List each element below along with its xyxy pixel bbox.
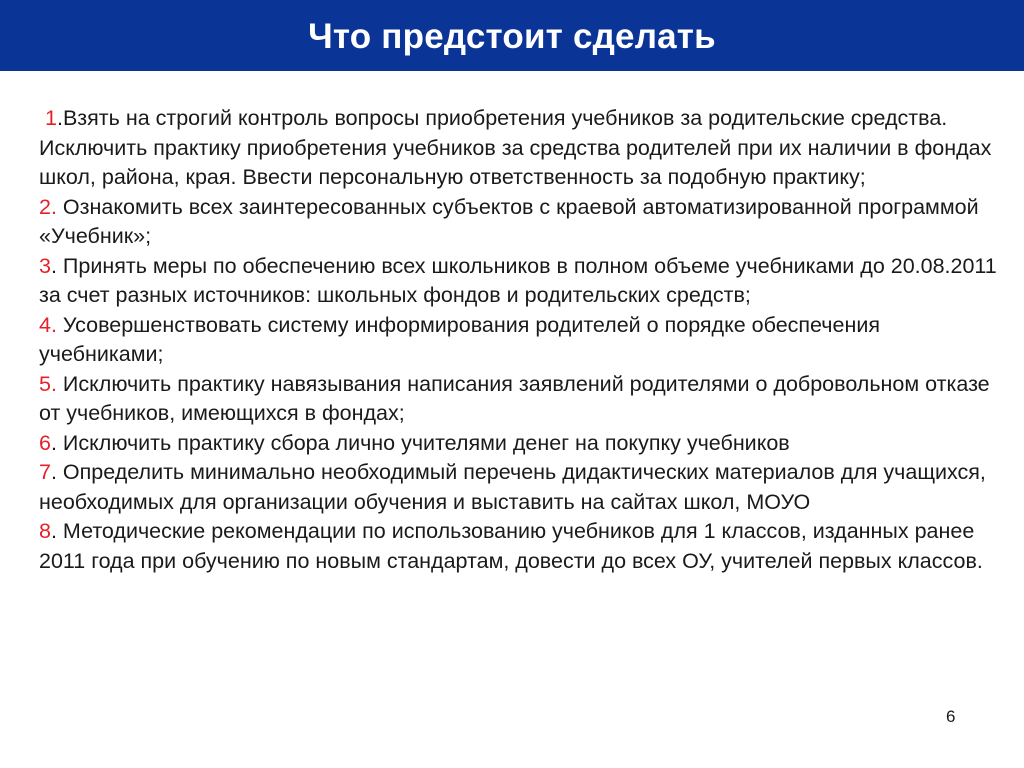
item-text: Ознакомить всех заинтересованных субъектов с краевой автоматизированной программой «Учебник»; — [39, 194, 979, 248]
item-separator: . — [50, 460, 63, 484]
item-number: 8 — [39, 519, 51, 543]
item-text: Принять меры по обеспечению всех школьников в полном объеме учебниками до 20.08.2011 за счет разных источников: школьных фондов и родительских средств; — [39, 253, 997, 307]
item-number: 1 — [45, 106, 57, 130]
item-text: Исключить практику сбора лично учителями денег на покупку учебников — [62, 430, 790, 455]
list-item — [39, 429, 999, 459]
list-item — [39, 517, 999, 576]
item-number: 2. — [39, 194, 57, 219]
item-number: 4. — [39, 312, 57, 337]
list-item — [39, 458, 999, 517]
task-list — [39, 104, 999, 576]
slide-title: Что предстоит сделать — [308, 16, 716, 56]
item-separator: . — [50, 519, 63, 543]
list-item — [39, 311, 999, 370]
item-number: 3 — [39, 253, 51, 278]
list-item — [39, 252, 999, 311]
item-text: Методические рекомендации по использованию учебников для 1 классов, изданных ранее 2011 года при обучению по новым стандартам, довести до всех ОУ, учителей первых классов. — [39, 519, 983, 573]
item-number: 5. — [39, 371, 57, 396]
list-item — [39, 370, 999, 429]
item-text: Определить минимально необходимый перечень дидактических материалов для учащихся, необходимых для организации обучения и выставить на сайтах школ, МОУО — [39, 460, 986, 514]
item-number: 6 — [39, 430, 51, 455]
item-separator: . — [50, 430, 63, 455]
item-text: Взять на строгий контроль вопросы приобретения учебников за родительские средства. Исключить практику приобретения учебников за средства родителей при их наличии в фондах школ, района, края. Ввести персональную ответственность за подобную практику; — [39, 106, 992, 189]
list-item — [39, 193, 999, 252]
title-bar — [0, 0, 1024, 71]
item-text: Исключить практику навязывания написания заявлений родителями о добровольном отказе от учебников, имеющихся в фондах; — [39, 371, 990, 425]
item-number: 7 — [39, 460, 51, 484]
page-number: 6 — [946, 707, 956, 726]
item-separator: . — [56, 106, 63, 130]
list-item — [39, 104, 999, 193]
item-text: Усовершенствовать систему информирования родителей о порядке обеспечения учебниками; — [39, 312, 880, 366]
item-separator: . — [50, 253, 63, 278]
